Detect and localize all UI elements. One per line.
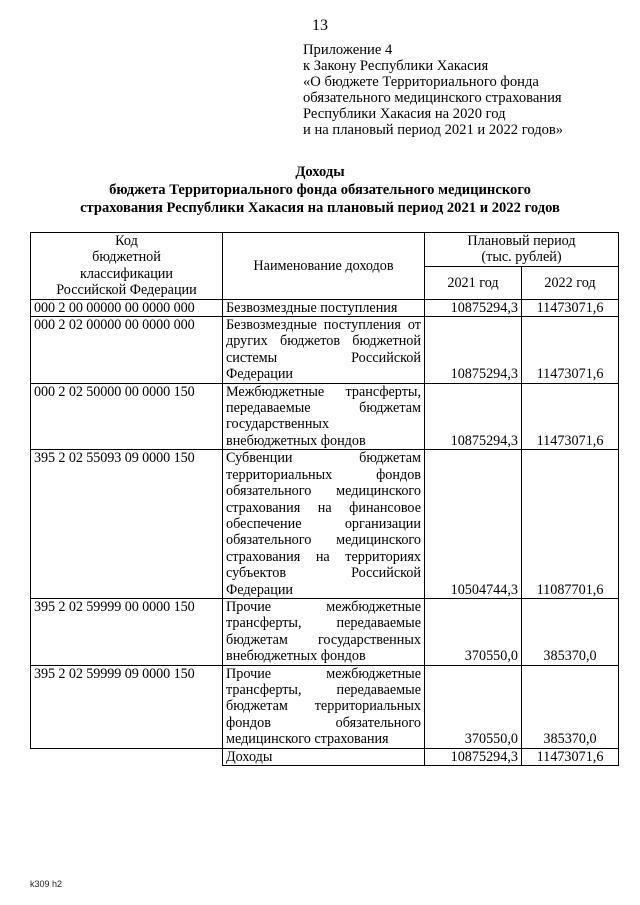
header-period-unit: (тыс. рублей) — [481, 249, 562, 266]
row-value-2021: 10875294,3 — [425, 299, 522, 316]
row-code: 000 2 00 00000 00 0000 000 — [31, 299, 223, 316]
row-value-2022: 11473071,6 — [522, 299, 619, 316]
row-value-2022: 11087701,6 — [522, 450, 619, 599]
header-period — [425, 233, 619, 267]
appendix-line: к Закону Республики Хакасия — [303, 58, 489, 74]
header-code-line: классификации — [80, 265, 173, 282]
row-code: 395 2 02 55093 09 0000 150 — [31, 450, 223, 599]
header-code — [31, 233, 223, 300]
header-year-2022: 2022 год — [522, 267, 619, 299]
total-value-2022: 11473071,6 — [522, 748, 619, 765]
appendix-line: «О бюджете Территориального фонда — [303, 74, 539, 90]
row-value-2021: 370550,0 — [425, 665, 522, 748]
row-name: Межбюджетные трансферты, передаваемые бюджетам государственных внебюджетных фондов — [223, 383, 425, 450]
appendix-line: и на плановый период 2021 и 2022 годов» — [303, 122, 564, 138]
header-code-line: Российской Федерации — [56, 282, 197, 299]
row-value-2022: 385370,0 — [522, 598, 619, 665]
header-period-title: Плановый период — [467, 233, 576, 249]
row-name: Безвозмездные поступления — [223, 299, 425, 316]
row-value-2022: 11473071,6 — [522, 317, 619, 384]
row-value-2021: 10504744,3 — [425, 450, 522, 599]
header-name: Наименование доходов — [223, 233, 425, 300]
appendix-line: обязательного медицинского страхования — [303, 90, 562, 106]
table-row — [31, 383, 619, 450]
row-code: 000 2 02 50000 00 0000 150 — [31, 383, 223, 450]
document-title — [0, 163, 640, 217]
row-name: Прочие межбюджетные трансферты, передаваемые бюджетам государственных внебюджетных фондов — [223, 598, 425, 665]
total-value-2021: 10875294,3 — [425, 748, 522, 765]
appendix-line: Приложение 4 — [303, 42, 393, 58]
income-table — [30, 232, 619, 766]
table-row — [31, 317, 619, 384]
row-value-2022: 385370,0 — [522, 665, 619, 748]
header-code-line: бюджетной — [92, 249, 161, 266]
footer-code: k309 h2 — [30, 879, 63, 889]
header-year-2021: 2021 год — [425, 267, 522, 299]
row-value-2021: 10875294,3 — [425, 317, 522, 384]
row-name: Субвенции бюджетам территориальных фондов обязательного медицинского страхования на финансовое обеспечение организации обязательного медицинского страхования на территориях субъектов Российской Федерации — [223, 450, 425, 599]
total-label: Доходы — [223, 748, 425, 765]
row-code: 395 2 02 59999 09 0000 150 — [31, 665, 223, 748]
row-code: 000 2 02 00000 00 0000 000 — [31, 317, 223, 384]
header-code-line: Код — [115, 233, 138, 249]
table-row — [31, 665, 619, 748]
row-value-2022: 11473071,6 — [522, 383, 619, 450]
table-row — [31, 450, 619, 599]
page-number: 13 — [312, 17, 328, 34]
title-line: Доходы — [295, 164, 345, 180]
row-value-2021: 370550,0 — [425, 598, 522, 665]
appendix-header — [303, 42, 563, 138]
title-line: бюджета Территориального фонда обязательного медицинского — [109, 182, 531, 198]
table-total-row — [31, 748, 619, 765]
row-name: Прочие межбюджетные трансферты, передаваемые бюджетам территориальных фондов обязательного медицинского страхования — [223, 665, 425, 748]
appendix-line: Республики Хакасия на 2020 год — [303, 106, 506, 122]
row-value-2021: 10875294,3 — [425, 383, 522, 450]
title-line: страхования Республики Хакасия на плановый период 2021 и 2022 годов — [80, 200, 560, 216]
total-code-cell — [31, 748, 223, 765]
row-name: Безвозмездные поступления от других бюджетов бюджетной системы Российской Федерации — [223, 317, 425, 384]
table-header-row — [31, 233, 619, 267]
table-row — [31, 299, 619, 316]
table-row — [31, 598, 619, 665]
row-code: 395 2 02 59999 00 0000 150 — [31, 598, 223, 665]
